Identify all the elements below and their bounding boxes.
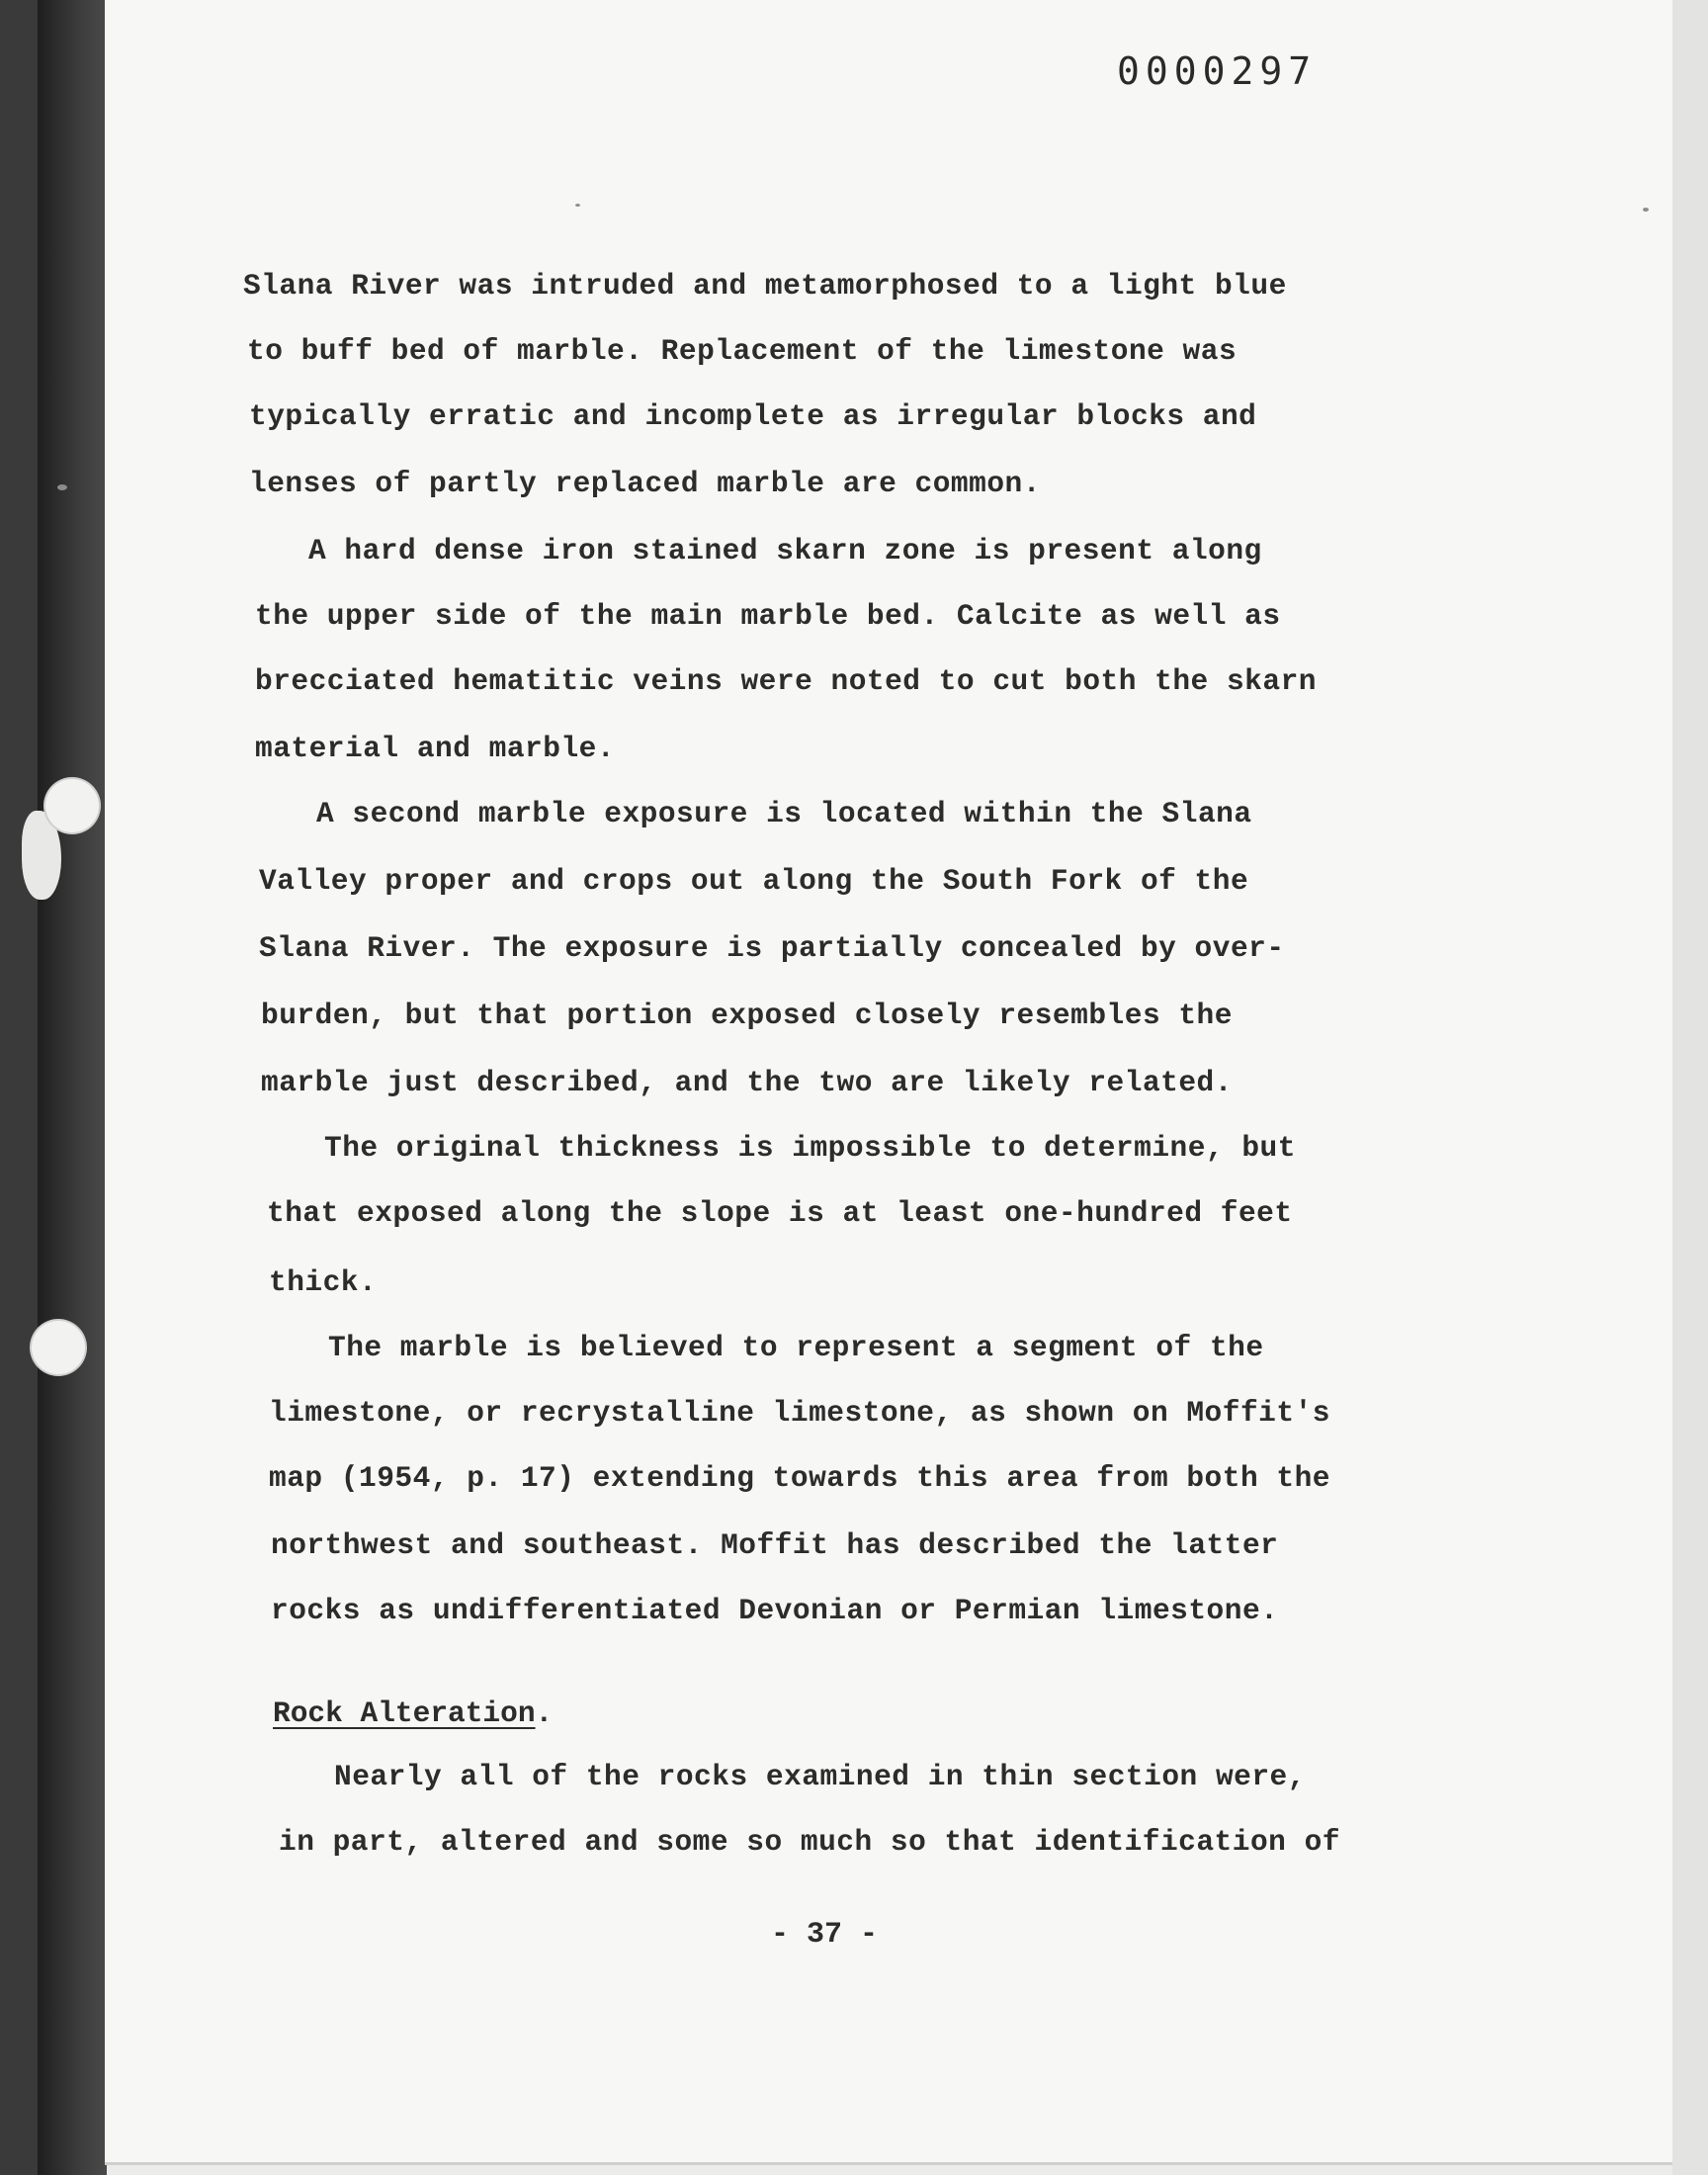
punch-hole-top (45, 779, 99, 832)
section-heading (273, 1696, 553, 1730)
body-line: A second marble exposure is located within the Slana (316, 797, 1252, 830)
binder-shadow (38, 0, 107, 2175)
binder-strip (0, 0, 38, 2175)
body-line: map (1954, p. 17) extending towards this area from both the (269, 1461, 1330, 1495)
document-number: 0000297 (1117, 49, 1318, 93)
scan-speck (57, 484, 67, 490)
section-heading-period: . (535, 1696, 554, 1730)
body-line: burden, but that portion exposed closely resembles the (261, 999, 1233, 1032)
scan-speck (575, 204, 580, 207)
body-line: the upper side of the main marble bed. Calcite as well as (255, 599, 1281, 633)
body-line: brecciated hematitic veins were noted to cut both the skarn (255, 664, 1317, 698)
body-line: rocks as undifferentiated Devonian or Permian limestone. (271, 1594, 1279, 1627)
body-line: limestone, or recrystalline limestone, as shown on Moffit's (269, 1396, 1330, 1430)
body-line: to buff bed of marble. Replacement of the limestone was (247, 334, 1238, 368)
body-line: typically erratic and incomplete as irregular blocks and (249, 399, 1257, 433)
body-line: A hard dense iron stained skarn zone is present along (308, 534, 1262, 567)
body-line: material and marble. (255, 732, 616, 765)
body-line: The original thickness is impossible to determine, but (324, 1131, 1296, 1165)
scan-speck (1643, 208, 1649, 212)
body-line: Slana River. The exposure is partially concealed by over- (259, 931, 1285, 965)
body-line: The marble is believed to represent a segment of the (328, 1331, 1264, 1364)
section-heading-text: Rock Alteration (273, 1696, 536, 1730)
section-line: in part, altered and some so much so that identification of (279, 1825, 1340, 1859)
body-line: marble just described, and the two are likely related. (261, 1066, 1233, 1099)
body-line: Slana River was intruded and metamorphosed to a light blue (243, 269, 1287, 303)
body-line: that exposed along the slope is at least one-hundred feet (267, 1196, 1293, 1230)
body-line: Valley proper and crops out along the South Fork of the (259, 864, 1249, 898)
punch-hole-bottom (32, 1321, 85, 1374)
body-line: thick. (269, 1265, 378, 1299)
scanner-background (1672, 0, 1708, 2175)
body-line: lenses of partly replaced marble are common. (249, 467, 1041, 500)
body-line: northwest and southeast. Moffit has described the latter (271, 1528, 1279, 1562)
section-line: Nearly all of the rocks examined in thin section were, (334, 1760, 1306, 1793)
page-number: - 37 - (771, 1918, 879, 1952)
